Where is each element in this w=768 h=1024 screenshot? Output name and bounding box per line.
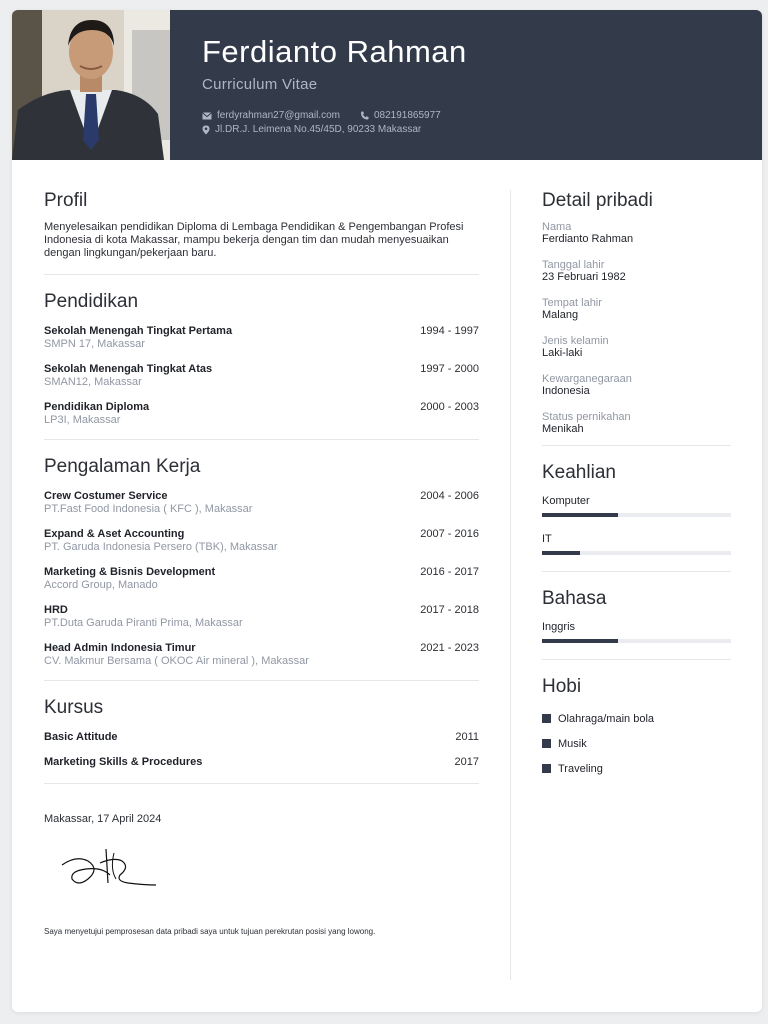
pendidikan-list <box>44 325 479 439</box>
detail-value: Menikah <box>542 423 584 435</box>
profile-photo-illustration <box>12 10 170 160</box>
bullet-square-icon <box>542 739 551 748</box>
section-title-pendidikan: Pendidikan <box>44 290 139 312</box>
entry-title: Expand & Aset Accounting <box>44 527 185 540</box>
bullet-square-icon <box>542 714 551 723</box>
hobi-list <box>542 706 731 781</box>
detail-value: Ferdianto Rahman <box>542 233 634 245</box>
place-date: Makassar, 17 April 2024 <box>44 812 162 825</box>
phone-text[interactable]: 082191865977 <box>373 110 441 121</box>
entry-years: 2017 - 2018 <box>420 603 479 616</box>
divider <box>44 783 479 784</box>
kursus-entry <box>44 756 479 781</box>
entry-title: Head Admin Indonesia Timur <box>44 641 196 654</box>
hobby-item <box>542 756 731 781</box>
section-title-hobi: Hobi <box>542 676 582 697</box>
detail-item <box>542 335 731 373</box>
detail-label: Jenis kelamin <box>542 335 609 347</box>
hobby-label: Olahraga/main bola <box>558 712 655 725</box>
entry-title: Sekolah Menengah Tingkat Atas <box>44 362 213 375</box>
pendidikan-entry <box>44 363 479 401</box>
pendidikan-entry <box>44 401 479 439</box>
pengalaman-entry <box>44 604 479 642</box>
profil-text: Menyelesaikan pendidikan Diploma di Lembaga Pendidikan & Pengembangan Profesi Indonesia di kota Makassar, mampu bekerja dengan tim dan mudah menyesuaikan dengan lingkungan/pekerjaan baru. <box>44 221 464 260</box>
kursus-list <box>44 731 479 781</box>
entry-place: SMAN12, Makassar <box>44 375 142 388</box>
entry-years: 2016 - 2017 <box>420 565 479 578</box>
address-text: Jl.DR.J. Leimena No.45/45D, 90233 Makassar <box>215 124 422 135</box>
entry-years: 2000 - 2003 <box>420 400 479 413</box>
course-year: 2011 <box>455 730 479 743</box>
detail-item <box>542 411 731 449</box>
detail-item <box>542 259 731 297</box>
pengalaman-entry <box>44 528 479 566</box>
hobby-label: Traveling <box>558 762 603 775</box>
entry-years: 2021 - 2023 <box>420 641 479 654</box>
entry-years: 2007 - 2016 <box>420 527 479 540</box>
email-text[interactable]: ferdyrahman27@gmail.com <box>217 110 340 121</box>
section-title-kursus: Kursus <box>44 696 104 718</box>
entry-place: Accord Group, Manado <box>44 578 158 591</box>
detail-value: Laki-laki <box>542 347 583 359</box>
main-column <box>44 190 479 936</box>
divider <box>542 659 731 660</box>
hobby-label: Musik <box>558 737 587 750</box>
entry-years: 2004 - 2006 <box>420 489 479 502</box>
course-title: Basic Attitude <box>44 730 118 743</box>
pengalaman-entry <box>44 490 479 528</box>
entry-title: Marketing & Bisnis Development <box>44 565 216 578</box>
language-item <box>542 621 731 659</box>
skill-label: IT <box>542 533 552 545</box>
detail-label: Nama <box>542 221 572 233</box>
course-year: 2017 <box>454 755 479 768</box>
contact-line <box>202 110 441 121</box>
section-title-detail: Detail pribadi <box>542 190 653 211</box>
entry-place: PT. Garuda Indonesia Persero (TBK), Makassar <box>44 540 278 553</box>
section-title-pengalaman: Pengalaman Kerja <box>44 455 201 477</box>
skill-bar-fill <box>542 513 618 517</box>
entry-place: PT.Duta Garuda Piranti Prima, Makassar <box>44 616 243 629</box>
entry-place: CV. Makmur Bersama ( OKOC Air mineral ), Makassar <box>44 654 309 667</box>
divider <box>542 445 731 446</box>
pengalaman-list <box>44 490 479 680</box>
detail-label: Kewarganegaraan <box>542 373 632 385</box>
hobby-item <box>542 706 731 731</box>
language-label: Inggris <box>542 621 576 633</box>
resume-page <box>12 10 762 1012</box>
detail-value: 23 Februari 1982 <box>542 271 626 283</box>
course-title: Marketing Skills & Procedures <box>44 755 203 768</box>
entry-years: 1994 - 1997 <box>420 324 479 337</box>
kursus-entry <box>44 731 479 756</box>
detail-label: Tempat lahir <box>542 297 602 309</box>
address-line <box>202 124 421 135</box>
section-title-bahasa: Bahasa <box>542 588 607 609</box>
detail-label: Tanggal lahir <box>542 259 605 271</box>
entry-place: SMPN 17, Makassar <box>44 337 145 350</box>
skill-bar <box>542 513 731 517</box>
profile-photo <box>12 10 170 160</box>
skill-label: Komputer <box>542 495 590 507</box>
skill-bar <box>542 551 731 555</box>
map-pin-icon <box>202 125 210 135</box>
bullet-square-icon <box>542 764 551 773</box>
detail-item <box>542 221 731 259</box>
section-title-profil: Profil <box>44 190 88 211</box>
language-bar-fill <box>542 639 618 643</box>
divider <box>542 571 731 572</box>
detail-label: Status pernikahan <box>542 411 631 423</box>
language-bar <box>542 639 731 643</box>
side-column <box>542 190 731 781</box>
detail-value: Malang <box>542 309 579 321</box>
entry-years: 1997 - 2000 <box>420 362 479 375</box>
detail-item <box>542 373 731 411</box>
header <box>12 10 762 160</box>
pengalaman-entry <box>44 642 479 680</box>
pendidikan-entry <box>44 325 479 363</box>
skill-item <box>542 495 731 533</box>
envelope-icon <box>202 112 212 120</box>
resume-subtitle: Curriculum Vitae <box>202 76 318 93</box>
section-title-keahlian: Keahlian <box>542 462 616 483</box>
bahasa-list <box>542 621 731 659</box>
phone-icon <box>360 111 369 120</box>
column-divider <box>510 190 511 980</box>
divider <box>44 439 479 440</box>
entry-title: Sekolah Menengah Tingkat Pertama <box>44 324 233 337</box>
entry-place: LP3I, Makassar <box>44 413 121 426</box>
skill-bar-fill <box>542 551 580 555</box>
keahlian-list <box>542 495 731 571</box>
entry-title: Crew Costumer Service <box>44 489 168 502</box>
entry-title: Pendidikan Diploma <box>44 400 150 413</box>
entry-title: HRD <box>44 603 68 616</box>
detail-list <box>542 221 731 449</box>
pengalaman-entry <box>44 566 479 604</box>
signature <box>44 839 479 895</box>
entry-place: PT.Fast Food Indonesia ( KFC ), Makassar <box>44 502 253 515</box>
divider <box>44 274 479 275</box>
resume-name: Ferdianto Rahman <box>202 34 467 69</box>
hobby-item <box>542 731 731 756</box>
signature-drawing <box>44 839 164 895</box>
divider <box>44 680 479 681</box>
skill-item <box>542 533 731 571</box>
detail-value: Indonesia <box>542 385 590 397</box>
detail-item <box>542 297 731 335</box>
consent-text: Saya menyetujui pemprosesan data pribadi saya untuk tujuan perekrutan posisi yang lowong. <box>44 926 376 936</box>
